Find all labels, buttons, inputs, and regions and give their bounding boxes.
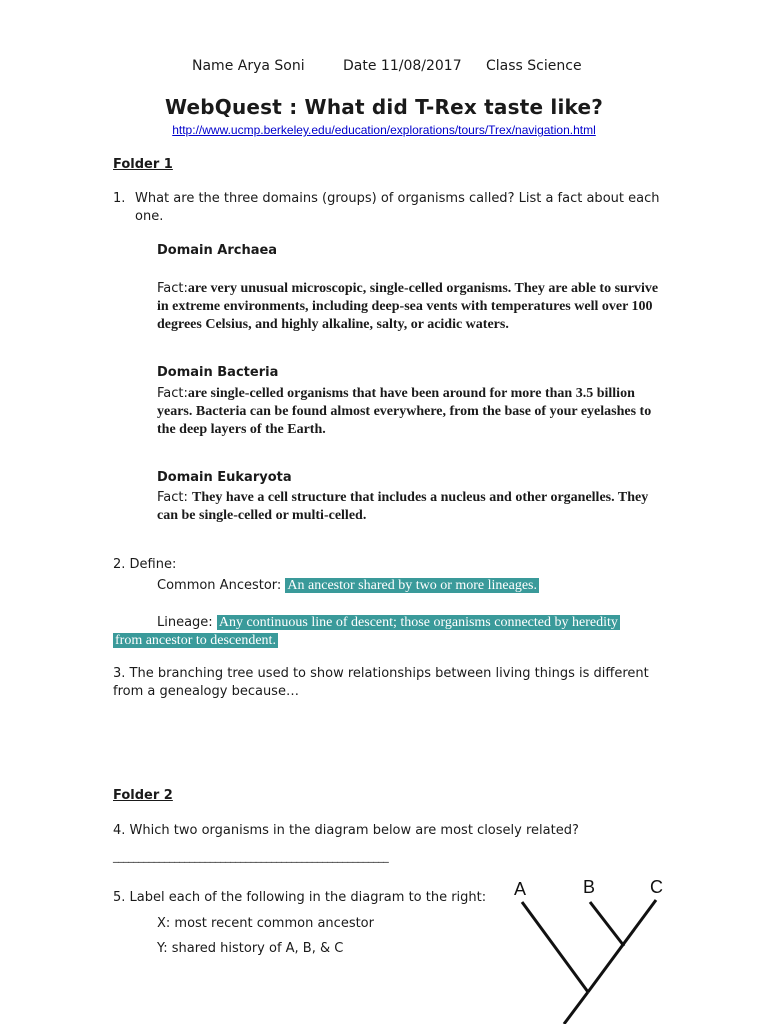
assignment-date: Date 11/08/2017 (343, 58, 462, 74)
fact-label: Fact: (157, 490, 193, 505)
lineage-definition-continued (113, 630, 278, 650)
domain-archaea-heading: Domain Archaea (157, 243, 278, 258)
domain-bacteria-fact (157, 383, 677, 439)
question-1-number: 1. (113, 191, 126, 206)
page-title: WebQuest : What did T-Rex taste like? (164, 95, 604, 119)
domain-bacteria-heading: Domain Bacteria (157, 365, 279, 380)
fact-line: They have a cell structure that includes a nucleus and other organelles. They (192, 490, 649, 505)
domain-eukaryota-fact (157, 487, 677, 525)
fact-label: Fact: (157, 281, 188, 296)
branch-b (590, 902, 624, 946)
cladogram-label-c: C (650, 877, 663, 897)
lineage-definition (157, 612, 620, 632)
fact-label: Fact: (157, 386, 188, 401)
common-ancestor-label: Common Ancestor: (157, 578, 286, 593)
question-3-line-1: 3. The branching tree used to show relationships between living things is different (113, 666, 649, 681)
cladogram-label-b: B (583, 877, 596, 897)
branch-root (564, 992, 588, 1024)
lineage-label: Lineage: (157, 615, 217, 630)
question-5-text: 5. Label each of the following in the diagram to the right: (113, 890, 487, 905)
class-name: Class Science (486, 58, 582, 74)
student-name: Name Arya Soni (192, 58, 305, 74)
cladogram-diagram (500, 870, 690, 1024)
common-ancestor-answer: An ancestor shared by two or more lineages. (287, 578, 538, 593)
fact-line: years. Bacteria can be found almost everywhere, from the base of your eyelashes to (157, 404, 652, 419)
fact-line: are single-celled organisms that have been around for more than 3.5 billion (187, 386, 635, 401)
lineage-answer: from ancestor to descendent. (115, 633, 276, 648)
label-x-instruction: X: most recent common ancestor (157, 916, 374, 931)
folder-1-heading: Folder 1 (113, 157, 173, 172)
lineage-answer: Any continuous line of descent; those organisms connected by heredity (218, 615, 618, 630)
fact-line: in extreme environments, including deep-sea vents with temperatures well over 100 (157, 299, 653, 314)
cladogram-label-a: A (514, 879, 527, 899)
question-4-text: 4. Which two organisms in the diagram below are most closely related? (113, 823, 579, 838)
question-3-line-2: from a genealogy because… (113, 684, 299, 699)
fact-line: can be single-celled or multi-celled. (157, 508, 367, 523)
fact-line: are very unusual microscopic, single-celled organisms. They are able to survive (187, 281, 659, 296)
branch-a (522, 902, 588, 992)
label-y-instruction: Y: shared history of A, B, & C (157, 941, 344, 956)
answer-blank-line[interactable]: ______________________________________________________ (113, 850, 389, 863)
fact-line: the deep layers of the Earth. (157, 422, 326, 437)
folder-2-heading: Folder 2 (113, 788, 173, 803)
question-2-label: 2. Define: (113, 557, 177, 572)
domain-eukaryota-heading: Domain Eukaryota (157, 470, 292, 485)
question-1-line-1: What are the three domains (groups) of organisms called? List a fact about each (135, 191, 660, 206)
common-ancestor-definition (157, 575, 539, 595)
domain-archaea-fact (157, 278, 677, 334)
question-1-line-2: one. (135, 209, 164, 224)
webquest-link[interactable]: http://www.ucmp.berkeley.edu/education/explorations/tours/Trex/navigation.html (172, 123, 596, 137)
fact-line: degrees Celsius, and highly alkaline, salty, or acidic waters. (157, 317, 509, 332)
